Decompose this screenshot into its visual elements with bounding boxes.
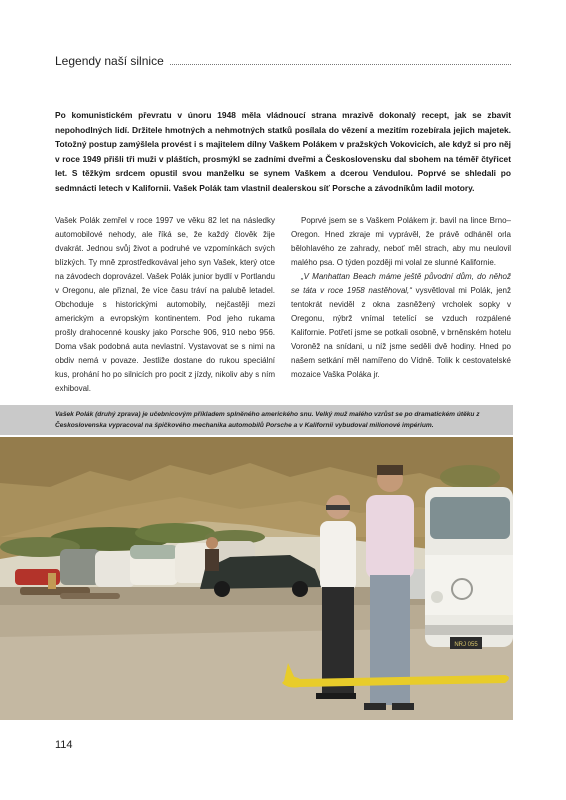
page-number: 114 — [55, 739, 73, 751]
photo-caption: Vašek Polák (druhý zprava) je učebnicovým příkladem splněného amerického snu. Velký muž malého vzrůst se po dramatickém útěku z Československa vypracoval na špičkového mechanika automobilů Porsche a v Kalifornii vybudoval milionové impérium. — [0, 405, 513, 435]
left-column-text: Vašek Polák zemřel v roce 1997 ve věku 82 let na následky automobilové nehody, ale říká se, že každý člověk žije dvakrát. Jednou svůj život a podruhé ve vzpomínkách svých blízkých. Ty mně zprostředkovával jeho syn Vašek, který otce na závodech doprovázel. Vašek Polák junior bydlí v Portlandu v Oregonu, ale přiznal, že více času tráví na palubě letadel. Obchoduje s historickými automobily, nejčastěji mezi americkým a evropským kontinentem. Pod jeho rukama prošly drahocenné kousky jako Porsche 906, 910 nebo 956. Doma však podobná auta nevlastní. Vystavovat se s nimi na obdiv nemá v povaze. Jestliže dostane do rukou speciální kus, prohání ho po silnicích pro pocit z jízdy, nikoliv aby s ním exhiboval. — [55, 216, 275, 393]
left-column — [55, 214, 275, 396]
right-column — [291, 214, 511, 382]
beach-parking-photo — [0, 437, 513, 720]
right-column-paragraph-2 — [291, 270, 511, 382]
right-column-paragraph-1: Poprvé jsem se s Vaškem Polákem jr. bavil na lince Brno–Oregon. Hned zkraje mi vyprávěl, že právě odháněl orla bělohlavého ze zahrady, neboť měl strach, aby mu neulovil malého psa. O týden později mi volal ze slunné Kalifornie. — [291, 216, 511, 267]
license-plate: NRJ 055 — [454, 642, 478, 648]
running-header — [55, 54, 511, 68]
intro-paragraph: Po komunistickém převratu v únoru 1948 měla vládnoucí strana mrazivě dokonalý recept, jak se zbavit nepohodlných lidí. Držitele hmotných a nehmotných statků posílala do vězení a mezitím rozebírala jejich majetek. Totožný postup zamýšlela provést i s majitelem dílny Vaškem Polákem v pražských Vokovicích, ale když si pro něj v roce 1949 přišli tři muži v pláštích, prosmýkl se zadními dveřmi a Československu dal sbohem na téměř čtyřicet let. S těžkým srdcem opustil svou manželku se synem Vaškem a dcerou Vendulou. Poprvé se shledali po sedmnácti letech v Kalifornii. Vašek Polák tam vlastnil dealerskou síť Porsche a závodníkům ladil motory. — [55, 110, 511, 193]
right-column-paragraph-2-rest: vysvětloval mi Polák, jenž tentokrát neviděl z okna zasněžený vrcholek sopky v Oregonu, nýbrž vnímal tetelící se vzduch rozpálené Kalifornie. Potřetí jsme se potkali osobně, v brněnském hotelu Voroněž na snídani, u níž jsme seděli dvě hodiny. Hned po našem setkání měl namířeno do Vídně. Tolik k cestovatelské mozaice Vaška Poláka jr. — [291, 286, 511, 379]
quote-text: „V Manhattan Beach máme ještě původní dům, do něhož se táta v roce 1958 nastěhoval,“ — [291, 272, 511, 295]
header-dotted-rule — [170, 64, 511, 65]
running-header-title: Legendy naší silnice — [55, 54, 164, 68]
